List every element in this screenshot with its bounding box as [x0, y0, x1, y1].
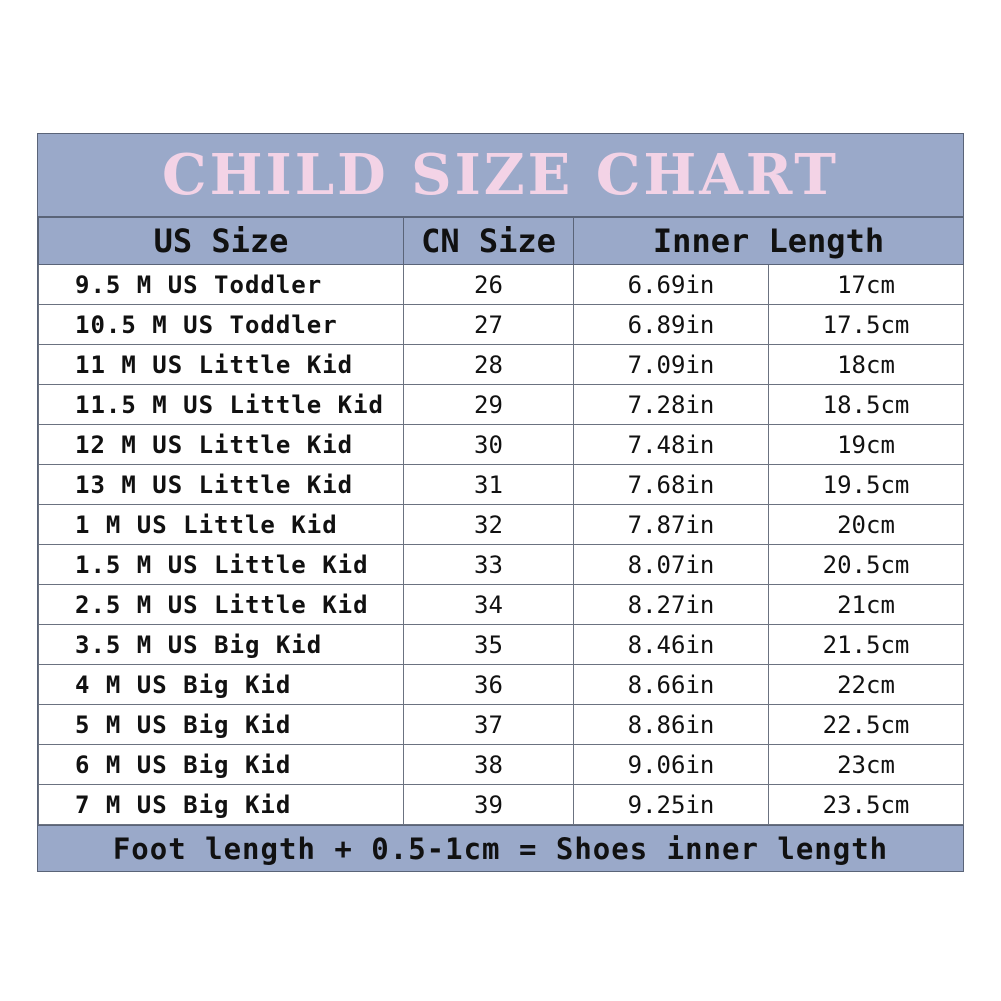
cn-size-cell: 33 [404, 545, 574, 585]
inner-length-inch-cell: 7.28in [574, 385, 769, 425]
inner-length-cm-cell: 17cm [769, 265, 964, 305]
cn-size-cell: 30 [404, 425, 574, 465]
us-size-cell: 4 M US Big Kid [39, 665, 404, 705]
table-row [39, 425, 964, 465]
inner-length-cm-cell: 23cm [769, 745, 964, 785]
us-size-cell: 12 M US Little Kid [39, 425, 404, 465]
footer-bar [38, 825, 963, 871]
inner-length-cm-cell: 18.5cm [769, 385, 964, 425]
footer-note: Foot length + 0.5-1cm = Shoes inner length [112, 831, 889, 866]
us-size-cell: 9.5 M US Toddler [39, 265, 404, 305]
header-us-size: US Size [39, 218, 404, 265]
inner-length-inch-cell: 8.46in [574, 625, 769, 665]
inner-length-cm-cell: 19.5cm [769, 465, 964, 505]
inner-length-inch-cell: 6.89in [574, 305, 769, 345]
size-chart [37, 133, 964, 872]
table-row [39, 345, 964, 385]
inner-length-cm-cell: 20cm [769, 505, 964, 545]
us-size-cell: 11.5 M US Little Kid [39, 385, 404, 425]
cn-size-cell: 26 [404, 265, 574, 305]
us-size-cell: 1 M US Little Kid [39, 505, 404, 545]
table-row [39, 545, 964, 585]
cn-size-cell: 27 [404, 305, 574, 345]
inner-length-inch-cell: 8.27in [574, 585, 769, 625]
inner-length-cm-cell: 17.5cm [769, 305, 964, 345]
cn-size-cell: 36 [404, 665, 574, 705]
header-cn-size: CN Size [404, 218, 574, 265]
inner-length-inch-cell: 8.66in [574, 665, 769, 705]
table-row [39, 265, 964, 305]
table-row [39, 745, 964, 785]
inner-length-cm-cell: 20.5cm [769, 545, 964, 585]
inner-length-cm-cell: 23.5cm [769, 785, 964, 825]
inner-length-inch-cell: 8.86in [574, 705, 769, 745]
size-rows [39, 265, 964, 825]
inner-length-inch-cell: 7.48in [574, 425, 769, 465]
inner-length-inch-cell: 7.87in [574, 505, 769, 545]
inner-length-inch-cell: 7.09in [574, 345, 769, 385]
cn-size-cell: 34 [404, 585, 574, 625]
inner-length-cm-cell: 22.5cm [769, 705, 964, 745]
us-size-cell: 1.5 M US Little Kid [39, 545, 404, 585]
cn-size-cell: 37 [404, 705, 574, 745]
inner-length-inch-cell: 7.68in [574, 465, 769, 505]
inner-length-inch-cell: 8.07in [574, 545, 769, 585]
table-row [39, 705, 964, 745]
us-size-cell: 10.5 M US Toddler [39, 305, 404, 345]
chart-title: CHILD SIZE CHART [162, 142, 839, 208]
cn-size-cell: 29 [404, 385, 574, 425]
table-row [39, 305, 964, 345]
table-row [39, 385, 964, 425]
cn-size-cell: 28 [404, 345, 574, 385]
table-row [39, 585, 964, 625]
inner-length-cm-cell: 18cm [769, 345, 964, 385]
cn-size-cell: 35 [404, 625, 574, 665]
inner-length-cm-cell: 19cm [769, 425, 964, 465]
us-size-cell: 6 M US Big Kid [39, 745, 404, 785]
us-size-cell: 3.5 M US Big Kid [39, 625, 404, 665]
us-size-cell: 13 M US Little Kid [39, 465, 404, 505]
cn-size-cell: 39 [404, 785, 574, 825]
inner-length-cm-cell: 22cm [769, 665, 964, 705]
header-inner-length: Inner Length [574, 218, 964, 265]
table-row [39, 665, 964, 705]
inner-length-cm-cell: 21.5cm [769, 625, 964, 665]
us-size-cell: 7 M US Big Kid [39, 785, 404, 825]
us-size-cell: 2.5 M US Little Kid [39, 585, 404, 625]
inner-length-inch-cell: 9.25in [574, 785, 769, 825]
table-row [39, 785, 964, 825]
cn-size-cell: 32 [404, 505, 574, 545]
header-row [39, 218, 964, 265]
title-bar [38, 134, 963, 217]
cn-size-cell: 38 [404, 745, 574, 785]
inner-length-inch-cell: 6.69in [574, 265, 769, 305]
inner-length-cm-cell: 21cm [769, 585, 964, 625]
table-row [39, 505, 964, 545]
cn-size-cell: 31 [404, 465, 574, 505]
inner-length-inch-cell: 9.06in [574, 745, 769, 785]
us-size-cell: 11 M US Little Kid [39, 345, 404, 385]
table-row [39, 465, 964, 505]
size-table [38, 217, 964, 825]
us-size-cell: 5 M US Big Kid [39, 705, 404, 745]
table-row [39, 625, 964, 665]
